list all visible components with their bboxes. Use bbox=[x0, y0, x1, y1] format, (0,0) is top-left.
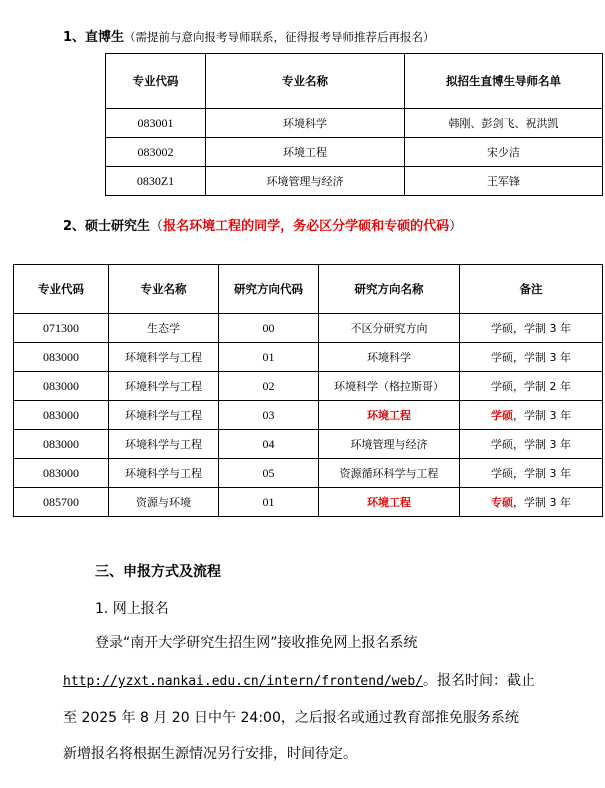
remark-cell bbox=[460, 401, 603, 430]
direction-code-cell: 01 bbox=[219, 488, 319, 517]
table-row bbox=[14, 430, 603, 459]
remark-cell: 学硕，学制 3 年 bbox=[460, 430, 603, 459]
supervisor-list-cell: 韩刚、彭剑飞、祝洪凯 bbox=[405, 109, 603, 138]
major-name-cell: 环境管理与经济 bbox=[206, 167, 405, 196]
major-code-cell: 0830Z1 bbox=[106, 167, 206, 196]
direction-name-cell: 环境科学 bbox=[319, 343, 460, 372]
table-header-cell: 专业名称 bbox=[109, 265, 219, 314]
major-code-cell: 083000 bbox=[14, 401, 109, 430]
table-header-cell: 研究方向名称 bbox=[319, 265, 460, 314]
major-code-cell: 083000 bbox=[14, 459, 109, 488]
section2-title: 2、硕士研究生 bbox=[63, 219, 151, 234]
major-code-cell: 083000 bbox=[14, 372, 109, 401]
major-code-cell: 083000 bbox=[14, 430, 109, 459]
major-name-cell: 资源与环境 bbox=[109, 488, 219, 517]
supervisor-list-cell: 王军锋 bbox=[405, 167, 603, 196]
major-name-cell: 环境科学与工程 bbox=[109, 343, 219, 372]
major-name-cell: 环境科学与工程 bbox=[109, 372, 219, 401]
direction-name-cell: 资源循环科学与工程 bbox=[319, 459, 460, 488]
major-name-cell: 环境科学 bbox=[206, 109, 405, 138]
major-code-cell: 083000 bbox=[14, 343, 109, 372]
major-name-cell: 环境科学与工程 bbox=[109, 459, 219, 488]
section1-note: （需提前与意向报考导师联系，征得报考导师推荐后再报名） bbox=[124, 30, 435, 44]
table-header-cell: 专业代码 bbox=[106, 54, 206, 109]
registration-paragraph-line4: 新增报名将根据生源情况另行安排，时间待定。 bbox=[63, 746, 357, 762]
remark-rest: ，学制 3 年 bbox=[513, 409, 571, 422]
table-row bbox=[14, 401, 603, 430]
direction-name-cell: 环境管理与经济 bbox=[319, 430, 460, 459]
remark-cell: 学硕，学制 3 年 bbox=[460, 459, 603, 488]
direction-code-cell: 03 bbox=[219, 401, 319, 430]
section2-note-close: ） bbox=[449, 219, 463, 234]
direction-name-cell: 环境科学（格拉斯哥） bbox=[319, 372, 460, 401]
major-name-cell: 环境科学与工程 bbox=[109, 401, 219, 430]
table-row bbox=[106, 109, 603, 138]
supervisor-list-cell: 宋少洁 bbox=[405, 138, 603, 167]
direction-name-cell: 环境工程 bbox=[319, 488, 460, 517]
section3-heading: 三、申报方式及流程 bbox=[95, 564, 221, 580]
remark-cell: 学硕，学制 3 年 bbox=[460, 314, 603, 343]
registration-system-link[interactable]: http://yzxt.nankai.edu.cn/intern/frontend/web/ bbox=[63, 674, 424, 689]
registration-paragraph-line2 bbox=[63, 670, 535, 690]
section2-heading bbox=[63, 215, 462, 234]
registration-paragraph-line1: 登录“南开大学研究生招生网”接收推免网上报名系统 bbox=[95, 635, 418, 651]
section2-warning: 报名环境工程的同学，务必区分学硕和专硕的代码 bbox=[163, 219, 450, 234]
remark-cell bbox=[460, 488, 603, 517]
table-row bbox=[14, 343, 603, 372]
table-header-cell: 拟招生直博生导师名单 bbox=[405, 54, 603, 109]
major-code-cell: 085700 bbox=[14, 488, 109, 517]
direct-phd-table bbox=[105, 53, 603, 196]
table-row bbox=[106, 138, 603, 167]
table-row bbox=[14, 488, 603, 517]
direction-code-cell: 02 bbox=[219, 372, 319, 401]
registration-paragraph-line3: 至 2025 年 8 月 20 日中午 24:00，之后报名或通过教育部推免服务系统 bbox=[63, 710, 519, 726]
direction-code-cell: 00 bbox=[219, 314, 319, 343]
table-header-cell: 专业名称 bbox=[206, 54, 405, 109]
direction-name-cell: 不区分研究方向 bbox=[319, 314, 460, 343]
remark-rest: ，学制 3 年 bbox=[513, 496, 571, 509]
table-header-row bbox=[106, 54, 603, 109]
degree-type-highlight: 专硕 bbox=[491, 496, 513, 509]
table-header-cell: 研究方向代码 bbox=[219, 265, 319, 314]
major-name-cell: 环境科学与工程 bbox=[109, 430, 219, 459]
table-row bbox=[14, 372, 603, 401]
major-name-cell: 环境工程 bbox=[206, 138, 405, 167]
section2-note-open: （ bbox=[150, 219, 164, 234]
major-code-cell: 071300 bbox=[14, 314, 109, 343]
direction-code-cell: 01 bbox=[219, 343, 319, 372]
online-registration-subheading: 1. 网上报名 bbox=[95, 601, 169, 617]
major-name-cell: 生态学 bbox=[109, 314, 219, 343]
table-header-row bbox=[14, 265, 603, 314]
section1-title: 1、直博生 bbox=[63, 30, 125, 45]
major-code-cell: 083002 bbox=[106, 138, 206, 167]
section1-heading bbox=[63, 26, 435, 45]
direction-name-cell: 环境工程 bbox=[319, 401, 460, 430]
major-code-cell: 083001 bbox=[106, 109, 206, 138]
remark-cell: 学硕，学制 3 年 bbox=[460, 343, 603, 372]
table-row bbox=[14, 314, 603, 343]
direction-code-cell: 05 bbox=[219, 459, 319, 488]
table-row bbox=[106, 167, 603, 196]
table-header-cell: 备注 bbox=[460, 265, 603, 314]
registration-time-label: 。报名时间：截止 bbox=[423, 673, 536, 689]
table-header-cell: 专业代码 bbox=[14, 265, 109, 314]
master-program-table bbox=[13, 264, 603, 517]
direction-code-cell: 04 bbox=[219, 430, 319, 459]
remark-cell: 学硕，学制 2 年 bbox=[460, 372, 603, 401]
degree-type-highlight: 学硕 bbox=[491, 409, 513, 422]
table-row bbox=[14, 459, 603, 488]
